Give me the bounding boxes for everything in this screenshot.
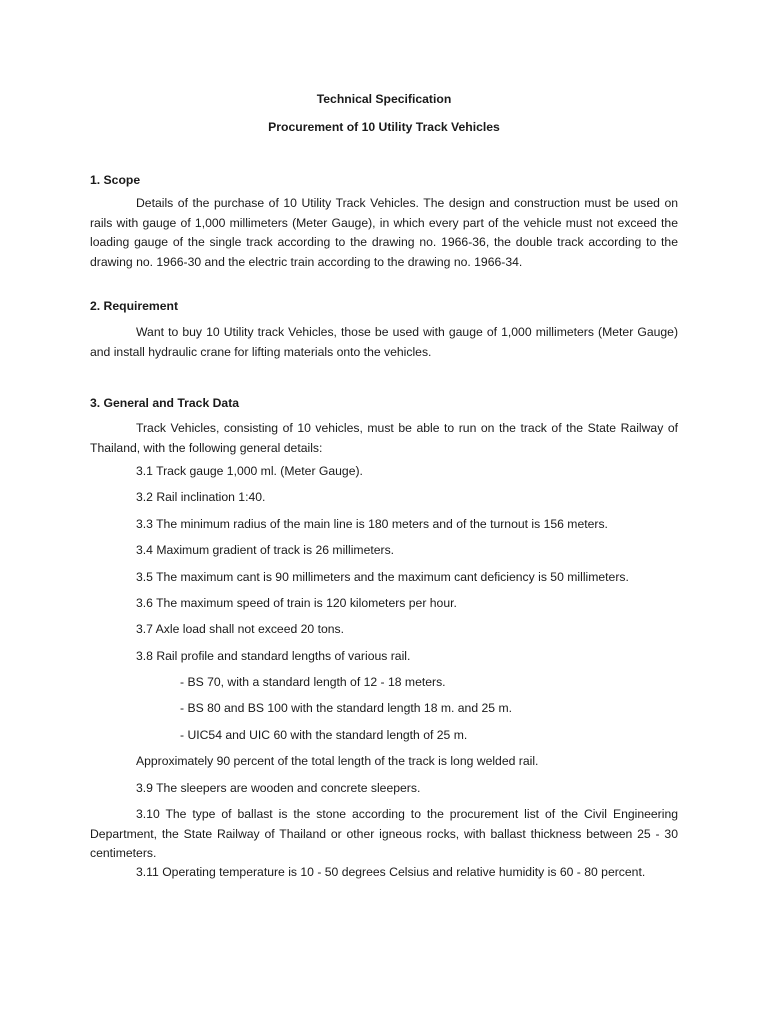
section-heading-general-track-data: 3. General and Track Data [90,396,240,410]
welded-rail-note: Approximately 90 percent of the total length of the track is long welded rail. [136,754,539,768]
rail-profile-item: - BS 70, with a standard length of 12 - 18 meters. [180,675,446,689]
list-item: 3.8 Rail profile and standard lengths of various rail. [136,649,411,663]
list-item: 3.2 Rail inclination 1:40. [136,490,266,504]
list-item: 3.1 Track gauge 1,000 ml. (Meter Gauge). [136,464,363,478]
rail-profile-item: - UIC54 and UIC 60 with the standard length of 25 m. [180,728,468,742]
section-body-requirement: Want to buy 10 Utility track Vehicles, those be used with gauge of 1,000 millimeters (Meter Gauge) and install hydraulic crane for lifting materials onto the vehicles. [90,325,678,359]
list-item: 3.9 The sleepers are wooden and concrete sleepers. [136,781,421,795]
rail-profile-item: - BS 80 and BS 100 with the standard length 18 m. and 25 m. [180,701,512,715]
list-item-ballast: 3.10 The type of ballast is the stone according to the procurement list of the Civil Engineering Department, the State Railway of Thailand or other igneous rocks, with ballast thickness between 25 - 30 centimeters. [90,807,678,860]
section-heading-requirement: 2. Requirement [90,299,179,313]
list-item: 3.6 The maximum speed of train is 120 kilometers per hour. [136,596,457,610]
section-body-scope: Details of the purchase of 10 Utility Track Vehicles. The design and construction must be used on rails with gauge of 1,000 millimeters (Meter Gauge), in which every part of the vehicle must not exceed the loading gauge of the single track according to the drawing no. 1966-36, the double track according to the drawing no. 1966-30 and the electric train according to the drawing no. 1966-34. [90,196,678,269]
document-title: Technical Specification [316,92,452,106]
section-heading-scope: 1. Scope [90,173,141,187]
list-item: 3.4 Maximum gradient of track is 26 millimeters. [136,543,395,557]
list-item: 3.5 The maximum cant is 90 millimeters and the maximum cant deficiency is 50 millimeters. [136,570,629,584]
list-item: 3.7 Axle load shall not exceed 20 tons. [136,622,345,636]
section-body-general-track-data: Track Vehicles, consisting of 10 vehicles, must be able to run on the track of the State Railway of Thailand, with the following general details: [90,421,678,455]
list-item: 3.11 Operating temperature is 10 - 50 degrees Celsius and relative humidity is 60 - 80 percent. [136,865,646,879]
document-subtitle: Procurement of 10 Utility Track Vehicles [268,120,500,134]
list-item: 3.3 The minimum radius of the main line is 180 meters and of the turnout is 156 meters. [136,517,608,531]
